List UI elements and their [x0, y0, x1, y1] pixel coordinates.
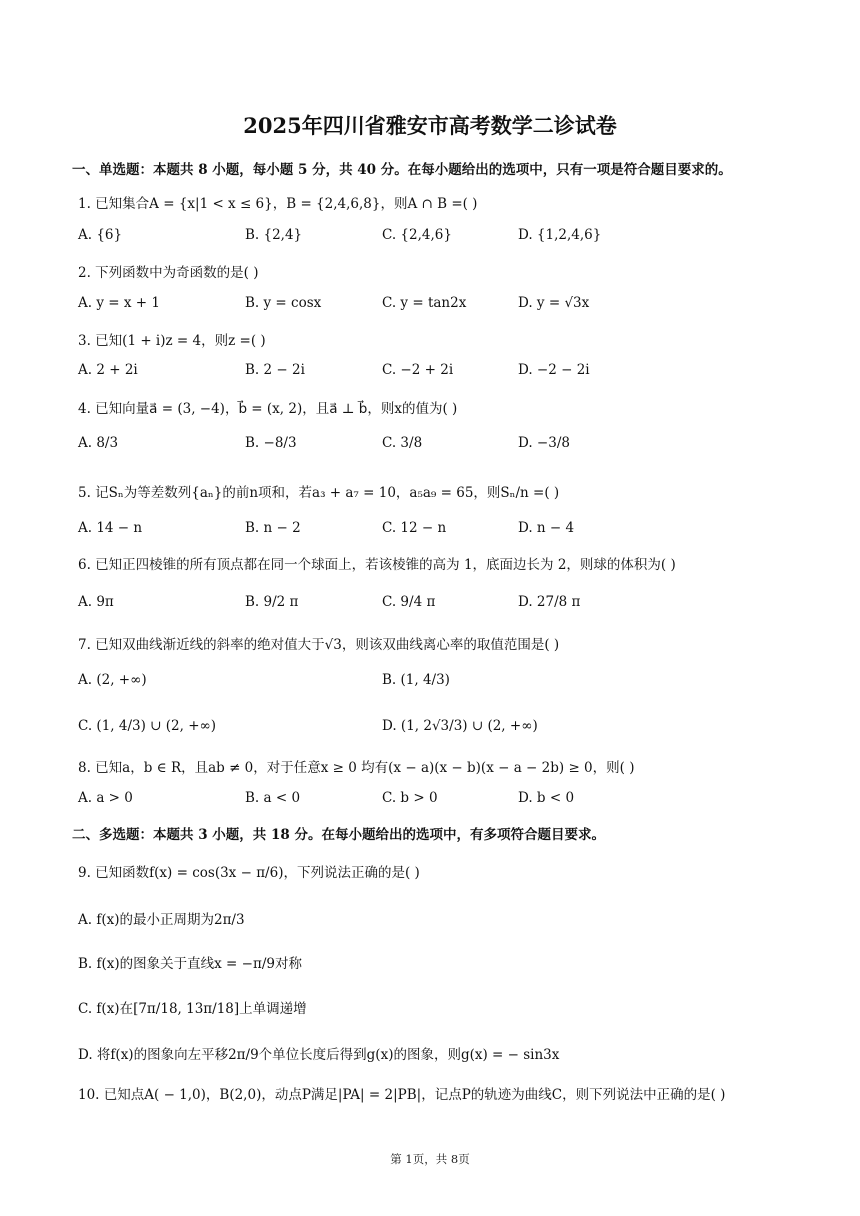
- question-8-stem: 8. 已知a，b ∈ R，且ab ≠ 0，对于任意x ≥ 0 均有(x − a)(x − b)(x − a − 2b) ≥ 0，则( ): [78, 760, 635, 776]
- question-4-option-d[interactable]: D. −3/8: [518, 435, 570, 451]
- question-3-option-b[interactable]: B. 2 − 2i: [245, 362, 305, 378]
- question-8-option-a[interactable]: A. a > 0: [78, 790, 133, 806]
- question-6-option-a[interactable]: A. 9π: [78, 594, 114, 610]
- question-5-option-d[interactable]: D. n − 4: [518, 520, 575, 536]
- question-4-option-a[interactable]: A. 8/3: [78, 435, 119, 451]
- question-2-option-d[interactable]: D. y = √3x: [518, 295, 590, 311]
- question-8-option-d[interactable]: D. b < 0: [518, 790, 575, 806]
- question-9-option-c[interactable]: C. f(x)在[7π/18, 13π/18]上单调递增: [78, 1001, 307, 1017]
- section-heading-multi-choice: 二、多选题：本题共 3 小题，共 18 分。在每小题给出的选项中，有多项符合题目要求。: [72, 827, 605, 843]
- question-5-option-a[interactable]: A. 14 − n: [78, 520, 143, 536]
- question-1-stem: 1. 已知集合A = {x|1 < x ≤ 6}，B = {2,4,6,8}，则A ∩ B =( ): [78, 196, 478, 212]
- question-3-option-a[interactable]: A. 2 + 2i: [78, 362, 138, 378]
- question-6-stem: 6. 已知正四棱锥的所有顶点都在同一个球面上，若该棱锥的高为 1，底面边长为 2，则球的体积为( ): [78, 557, 676, 573]
- question-6-option-c[interactable]: C. 9/4 π: [382, 594, 436, 610]
- question-1-option-b[interactable]: B. {2,4}: [245, 227, 303, 243]
- question-4-stem: 4. 已知向量a⃗ = (3, −4)，b⃗ = (x, 2)，且a⃗ ⊥ b⃗，则x的值为( ): [78, 401, 458, 417]
- question-3-option-c[interactable]: C. −2 + 2i: [382, 362, 454, 378]
- question-7-option-c[interactable]: C. (1, 4/3) ∪ (2, +∞): [78, 718, 217, 734]
- question-7-stem: 7. 已知双曲线渐近线的斜率的绝对值大于√3，则该双曲线离心率的取值范围是( ): [78, 637, 560, 653]
- question-9-stem: 9. 已知函数f(x) = cos(3x − π/6)，下列说法正确的是( ): [78, 865, 420, 881]
- question-1-option-a[interactable]: A. {6}: [78, 227, 123, 243]
- question-5-stem: 5. 记Sₙ为等差数列{aₙ}的前n项和，若a₃ + a₇ = 10，a₅a₉ = 65，则Sₙ/n =( ): [78, 485, 560, 501]
- question-7-option-b[interactable]: B. (1, 4/3): [382, 672, 450, 688]
- question-10-stem: 10. 已知点A( − 1,0)，B(2,0)，动点P满足|PA| = 2|PB|，记点P的轨迹为曲线C，则下列说法中正确的是( ): [78, 1087, 726, 1103]
- question-2-option-a[interactable]: A. y = x + 1: [78, 295, 160, 311]
- question-3-option-d[interactable]: D. −2 − 2i: [518, 362, 590, 378]
- question-2-option-b[interactable]: B. y = cosx: [245, 295, 322, 311]
- question-8-option-b[interactable]: B. a < 0: [245, 790, 301, 806]
- question-7-option-d[interactable]: D. (1, 2√3/3) ∪ (2, +∞): [382, 718, 538, 734]
- question-7-option-a[interactable]: A. (2, +∞): [78, 672, 147, 688]
- question-9-option-d[interactable]: D. 将f(x)的图象向左平移2π/9个单位长度后得到g(x)的图象，则g(x) = − sin3x: [78, 1047, 560, 1063]
- page-footer: 第 1页，共 8页: [390, 1152, 470, 1166]
- question-4-option-c[interactable]: C. 3/8: [382, 435, 423, 451]
- question-5-option-b[interactable]: B. n − 2: [245, 520, 301, 536]
- question-8-option-c[interactable]: C. b > 0: [382, 790, 438, 806]
- question-6-option-b[interactable]: B. 9/2 π: [245, 594, 299, 610]
- question-4-option-b[interactable]: B. −8/3: [245, 435, 297, 451]
- page-title: 2025年四川省雅安市高考数学二诊试卷: [243, 113, 617, 138]
- question-6-option-d[interactable]: D. 27/8 π: [518, 594, 581, 610]
- question-9-option-a[interactable]: A. f(x)的最小正周期为2π/3: [78, 912, 245, 928]
- question-3-stem: 3. 已知(1 + i)z = 4，则z =( ): [78, 333, 266, 349]
- question-2-option-c[interactable]: C. y = tan2x: [382, 295, 467, 311]
- question-2-stem: 2. 下列函数中为奇函数的是( ): [78, 265, 259, 281]
- question-9-option-b[interactable]: B. f(x)的图象关于直线x = −π/9对称: [78, 956, 302, 972]
- question-5-option-c[interactable]: C. 12 − n: [382, 520, 447, 536]
- question-1-option-c[interactable]: C. {2,4,6}: [382, 227, 452, 243]
- section-heading-single-choice: 一、单选题：本题共 8 小题，每小题 5 分，共 40 分。在每小题给出的选项中，只有一项是符合题目要求的。: [72, 162, 732, 178]
- question-1-option-d[interactable]: D. {1,2,4,6}: [518, 227, 602, 243]
